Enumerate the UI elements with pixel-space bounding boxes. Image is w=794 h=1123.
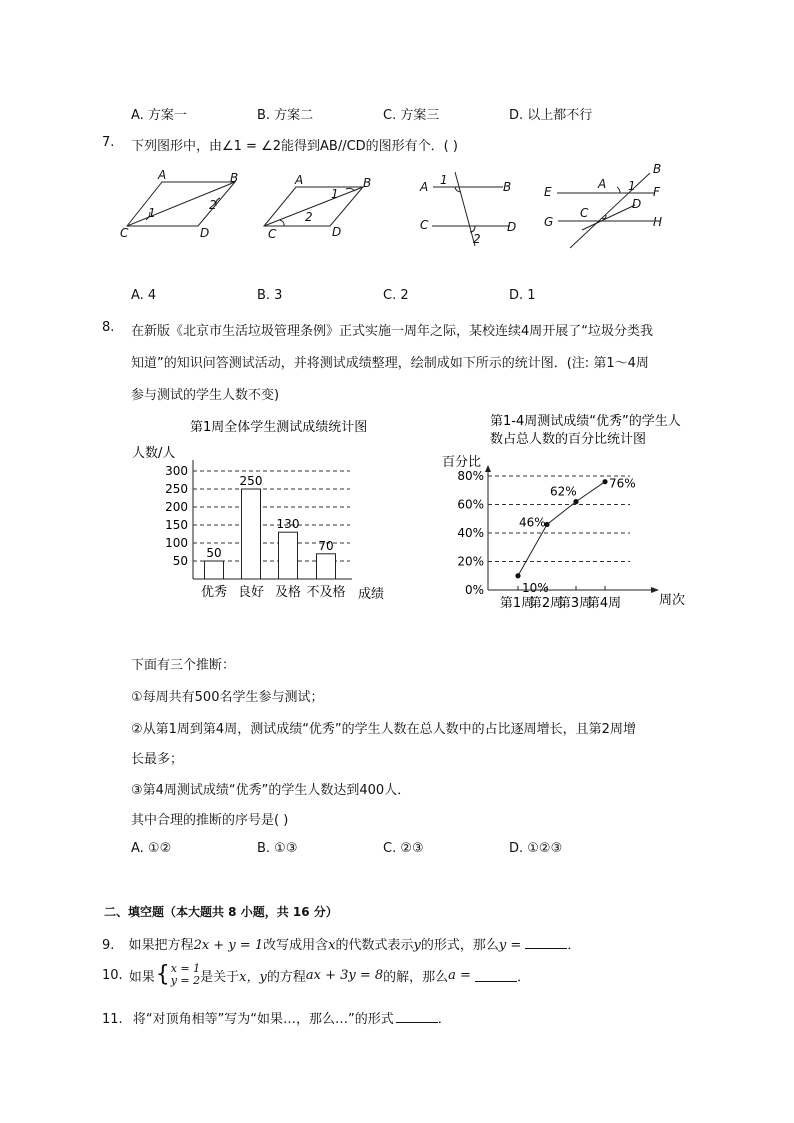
bar-chart-data-label: 50 [206,546,222,560]
q7-number: 7. [102,135,115,150]
line-chart-x-arrow [651,587,659,593]
line-chart [438,408,728,613]
bar-chart-data-label: 250 [239,474,263,488]
q11-text: 将“对顶角相等”写为“如果…，那么…”的形式 [132,1012,394,1027]
fig1-label: B [230,171,239,185]
line-chart-y-tick: 60% [457,497,484,512]
q7-figures [120,160,740,250]
fig2-label: C [268,227,277,241]
q10-end: ． [516,969,530,985]
q9-equation: 2x + y = 1 [193,938,264,953]
bar-chart-category-label: 不及格 [306,585,346,600]
q8-statement: ③第4周测试成绩“优秀”的学生人数达到400人． [131,783,411,798]
line-chart-category-label: 第1周 [499,596,535,611]
q8-stem-line: 在新版《北京市生活垃圾管理条例》正式实施一周年之际，某校连续4周开展了“垃圾分类我 [131,324,654,339]
bar-chart-y-tick: 250 [165,482,188,496]
fig4-label: G [544,215,554,229]
q9-answer-blank[interactable] [525,936,567,949]
fig3-label: 2 [473,232,481,246]
fig1-diagonal [127,182,235,226]
q7-option-c: C. 2 [383,288,409,303]
fig4-line-cd [582,205,635,230]
line-chart-data-label: 76% [609,476,636,491]
fig4-label: A [598,177,607,191]
q8-lead: 下面有三个推断： [131,658,236,673]
q9-var: y [413,938,421,953]
fig1-label: A [158,168,167,182]
line-chart-point [573,499,578,504]
bar-chart-bar [242,489,261,579]
fig3-label: A [420,180,429,194]
q8-stem-line: 参与测试的学生人数不变) [131,388,280,403]
q10-text: 如果 [128,969,155,985]
q8-option-b: B. ①③ [257,841,298,856]
q10-brace: { [155,962,170,987]
q9-end: ． [567,938,581,953]
q11-answer-blank[interactable] [396,1010,438,1023]
fig3-label: 1 [440,173,448,187]
bar-chart-y-tick: 150 [165,518,188,532]
fig2-diagonal [264,187,363,226]
bar-chart-category-label: 良好 [237,585,265,600]
q9-text: 的代数式表示 [335,938,414,953]
q6-option-d: D. 以上都不行 [509,108,593,123]
q11-number: 11. [102,1012,123,1027]
fig2-label: 1 [331,187,339,201]
q10-text: 的方程 [266,969,306,985]
q8-stem-line: 知道”的知识问答测试活动，并将测试成绩整理，绘制成如下所示的统计图．(注: 第1～4周 [131,356,649,371]
line-chart-point [602,479,607,484]
fig3-transversal [455,172,475,246]
bar-chart-y-tick: 100 [165,536,188,550]
q10-system-eq1: x = 1 [170,962,201,975]
q6-option-a: A. 方案一 [131,108,187,123]
bar-chart-category-label: 优秀 [200,585,228,600]
q10-system-eq2: y = 2 [170,974,201,987]
fig3-label: B [503,180,512,194]
line-chart-category-label: 第3周 [557,596,593,611]
line-chart-ylabel: 百分比 [442,455,482,470]
line-chart-y-arrow [485,465,491,472]
line-chart-y-tick: 40% [457,526,484,540]
fig3-label: D [507,220,517,234]
bar-chart [128,412,398,612]
q8-option-c: C. ②③ [383,841,424,856]
q8-statement: ②从第1周到第4周，测试成绩“优秀”的学生人数在总人数中的占比逐周增长，且第2周增 [131,722,636,737]
fig1-label: 2 [209,198,217,212]
q10-system [171,963,200,987]
q10-number: 10. [102,967,123,983]
fig4-label: B [653,162,662,176]
bar-chart-bar [205,561,224,579]
line-chart-point [515,573,520,578]
bar-chart-title: 第1周全体学生测试成绩统计图 [190,420,368,435]
fig2-label: B [363,176,372,190]
q6-option-c: C. 方案三 [383,108,440,123]
q8-statement: ①每周共有500名学生参与测试； [131,690,324,705]
bar-chart-y-tick: 200 [165,500,188,514]
q10-answer-lead: a = [448,967,471,983]
bar-chart-data-label: 130 [276,517,300,532]
q7-option-b: B. 3 [257,288,283,303]
fig2-label: D [332,225,342,239]
line-chart-y-tick: 80% [457,469,484,483]
q7-option-a: A. 4 [131,288,157,303]
line-chart-category-label: 第2周 [528,596,564,611]
line-chart-xlabel: 周次 [659,593,686,608]
fig1-label: 1 [148,206,156,220]
fig4-label: C [580,206,589,220]
q10-answer-blank[interactable] [475,969,517,982]
q6-option-b: B. 方案二 [257,108,314,123]
q11 [102,1008,451,1027]
bar-chart-bar [279,532,298,579]
q8-option-a: A. ①② [131,841,172,856]
line-chart-title: 数占总人数的百分比统计图 [490,432,647,447]
q8-question: 其中合理的推断的序号是( ) [131,813,289,828]
line-chart-data-label: 10% [522,580,549,595]
q9-var: x [328,938,336,953]
q10-equation: ax + 3y = 8 [305,967,384,983]
line-chart-category-label: 第4周 [586,596,622,611]
q8-number: 8. [102,320,115,335]
bar-chart-y-tick: 50 [172,554,188,568]
fig3-label: C [420,218,429,232]
q9-text: 如果把方程 [128,938,194,953]
fig2-label: A [295,173,304,187]
q8-option-d: D. ①②③ [509,841,563,856]
bar-chart-y-tick: 300 [165,464,188,478]
q7-stem: 下列图形中，由∠1 = ∠2能得到AB//CD的图形有个．( ) [131,139,458,154]
line-chart-data-label: 46% [519,515,546,530]
fig4-label: H [653,215,663,229]
q9-number: 9. [102,938,115,953]
section-heading: 二、填空题（本大题共 8 小题，共 16 分） [104,905,338,919]
fig1-label: D [200,226,210,240]
q9-text: 的形式，那么 [420,938,499,953]
bar-chart-data-label: 70 [318,538,334,553]
line-chart-y-tick: 20% [457,554,484,569]
q9-answer-lead: y = [498,938,522,953]
fig4-label: F [653,185,660,199]
bar-chart-bar [317,554,336,579]
q10-vars: x，y [239,969,267,985]
bar-chart-xlabel: 成绩 [358,587,385,602]
q10 [102,963,530,987]
q9 [102,934,580,953]
q8-statement: 长最多； [131,752,184,767]
q11-end: ． [437,1012,451,1027]
q9-text: 改写成用含 [263,938,329,953]
line-chart-data-label: 62% [550,484,577,499]
bar-chart-category-label: 及格 [274,585,302,600]
q7-option-d: D. 1 [509,288,536,303]
q10-text: 的解，那么 [383,969,449,985]
bar-chart-ylabel: 人数/人 [132,446,176,461]
fig4-label: D [632,197,642,211]
q10-text: 是关于 [200,969,240,985]
fig1-label: C [120,226,129,240]
line-chart-y-tick: 0% [464,583,484,597]
fig2-label: 2 [305,210,313,224]
fig4-label: 1 [628,179,636,193]
fig4-label: E [544,185,552,199]
line-chart-title: 第1-4周测试成绩“优秀”的学生人 [490,414,681,429]
